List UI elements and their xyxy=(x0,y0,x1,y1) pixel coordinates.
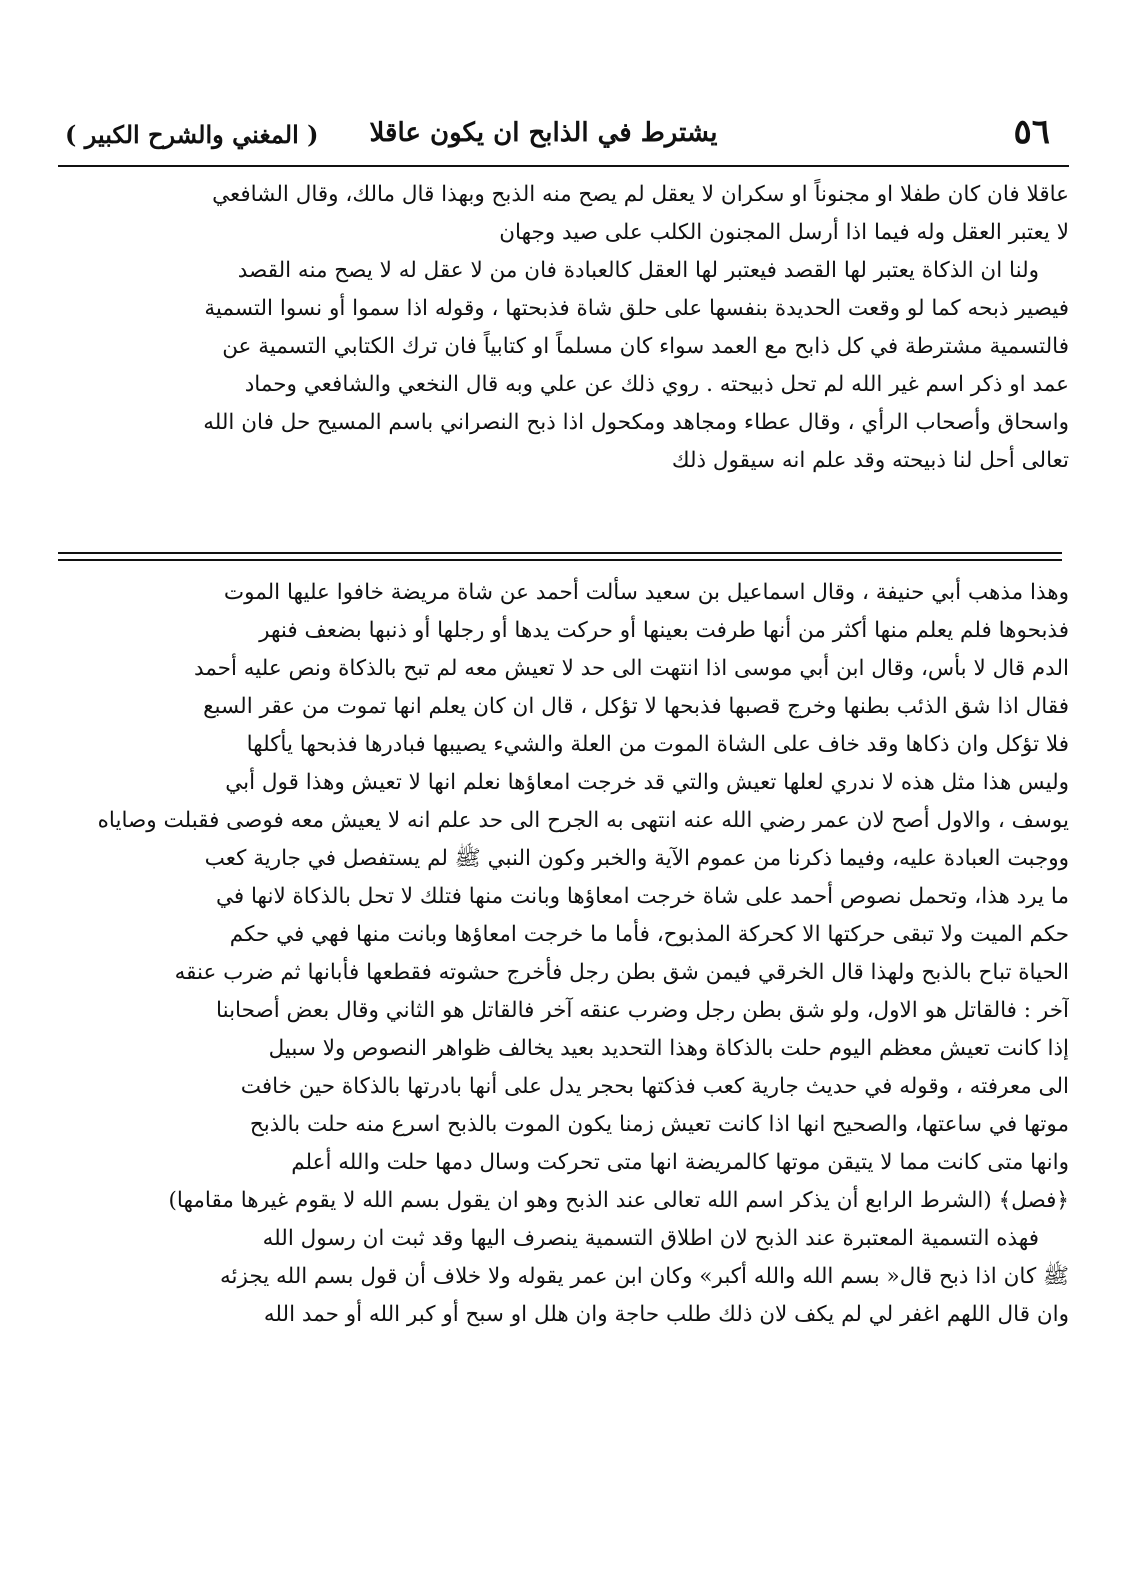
text-line: فالتسمية مشترطة في كل ذابح مع العمد سواء كان مسلماً او كتابياً فان ترك الكتابي التسمية عن xyxy=(222,334,1069,359)
text-line: موتها في ساعتها، والصحيح انها اذا كانت تعيش زمنا يكون الموت بالذبح اسرع منه حلت بالذبح xyxy=(249,1112,1069,1137)
text-line: عمد او ذكر اسم غير الله لم تحل ذبيحته . روي ذلك عن علي وبه قال النخعي والشافعي وحماد xyxy=(244,372,1069,397)
text-line: فلا تؤكل وان ذكاها وقد خاف على الشاة الموت من العلة والشيء يصيبها فبادرها فذبحها يأكلها xyxy=(246,732,1069,757)
text-line: وليس هذا مثل هذه لا ندري لعلها تعيش والتي قد خرجت امعاؤها نعلم انها لا تعيش وهذا قول أبي xyxy=(225,770,1069,795)
text-line: فذبحوها فلم يعلم منها أكثر من أنها طرفت بعينها أو حركت يدها أو رجلها أو ذنبها بضعف فنهر xyxy=(259,618,1069,643)
text-line: لا يعتبر العقل وله فيما اذا أرسل المجنون الكلب على صيد وجهان xyxy=(499,220,1069,245)
text-line: إذا كانت تعيش معظم اليوم حلت بالذكاة وهذا التحديد بعيد يخالف ظواهر النصوص ولا سبيل xyxy=(268,1036,1069,1061)
text-line: ولنا ان الذكاة يعتبر لها القصد فيعتبر لها العقل كالعبادة فان من لا عقل له لا يصح منه القصد xyxy=(237,258,1039,283)
text-line: وانها متى كانت مما لا يتيقن موتها كالمريضة انها متى تحركت وسال دمها حلت والله أعلم xyxy=(291,1150,1069,1175)
text-line: يوسف ، والاول أصح لان عمر رضي الله عنه انتهى به الجرح الى حد علم انه لا يعيش معه فوصى فقبلت وصاياه xyxy=(97,808,1069,833)
main-text xyxy=(58,176,1069,480)
text-line: وهذا مذهب أبي حنيفة ، وقال اسماعيل بن سعيد سألت أحمد عن شاة مريضة خافوا عليها الموت xyxy=(223,580,1069,605)
text-line: تعالى أحل لنا ذبيحته وقد علم انه سيقول ذلك xyxy=(671,448,1069,473)
text-line: واسحاق وأصحاب الرأي ، وقال عطاء ومجاهد ومكحول اذا ذبح النصراني باسم المسيح حل فان الله xyxy=(203,410,1069,435)
text-line: عاقلا فان كان طفلا او مجنوناً او سكران لا يعقل لم يصح منه الذبح وبهذا قال مالك، وقال الشافعي xyxy=(212,182,1069,207)
header-rule xyxy=(58,165,1069,167)
text-line: آخر : فالقاتل هو الاول، ولو شق بطن رجل وضرب عنقه آخر فالقاتل هو الثاني وقال بعض أصحابنا xyxy=(216,998,1069,1023)
text-line: حكم الميت ولا تبقى حركتها الا كحركة المذبوح، فأما ما خرجت امعاؤها وبانت منها فهي في حكم xyxy=(229,922,1069,947)
section-heading: ﴿فصل﴾ (الشرط الرابع أن يذكر اسم الله تعالى عند الذبح وهو ان يقول بسم الله لا يقوم غيرها مقامها) xyxy=(168,1188,1069,1213)
book-title: ( المغني والشرح الكبير ) xyxy=(65,120,319,149)
text-line: ووجبت العبادة عليه، وفيما ذكرنا من عموم الآية والخبر وكون النبي ﷺ لم يستفصل في جارية كعب xyxy=(204,846,1069,871)
text-line: فهذه التسمية المعتبرة عند الذبح لان اطلاق التسمية ينصرف اليها وقد ثبت ان رسول الله xyxy=(262,1226,1039,1251)
text-line: فقال اذا شق الذئب بطنها وخرج قصبها فذبحها لا تؤكل ، قال ان كان يعلم انها تموت من عقر السبع xyxy=(203,694,1069,719)
text-line: وان قال اللهم اغفر لي لم يكف لان ذلك طلب حاجة وان هلل او سبح أو كبر الله أو حمد الله xyxy=(263,1302,1069,1327)
text-line: ﷺ كان اذا ذبح قال« بسم الله والله أكبر» وكان ابن عمر يقوله ولا خلاف أن قول بسم الله يجزئه xyxy=(219,1264,1069,1289)
text-line: الدم قال لا بأس، وقال ابن أبي موسى اذا انتهت الى حد لا تعيش معه لم تبح بالذكاة ونص عليه أحمد xyxy=(193,656,1069,681)
text-line: الحياة تباح بالذبح ولهذا قال الخرقي فيمن شق بطن رجل فأخرج حشوته فقطعها فأبانها ثم ضرب عنقه xyxy=(174,960,1069,985)
text-line: الى معرفته ، وقوله في حديث جارية كعب فذكتها بحجر يدل على أنها بادرتها بالذكاة حين خافت xyxy=(240,1074,1069,1099)
section-title: يشترط في الذابح ان يكون عاقلا xyxy=(369,118,718,148)
commentary-text xyxy=(58,574,1069,1334)
page-header xyxy=(55,112,1072,166)
page-number: ٥٦ xyxy=(1013,112,1050,152)
text-line: فيصير ذبحه كما لو وقعت الحديدة بنفسها على حلق شاة فذبحتها ، وقوله اذا سموا أو نسوا التسمية xyxy=(204,296,1069,321)
section-divider xyxy=(58,552,1062,561)
text-line: ما يرد هذا، وتحمل نصوص أحمد على شاة خرجت امعاؤها وبانت منها فتلك لا تحل بالذكاة لانها في xyxy=(215,884,1069,909)
